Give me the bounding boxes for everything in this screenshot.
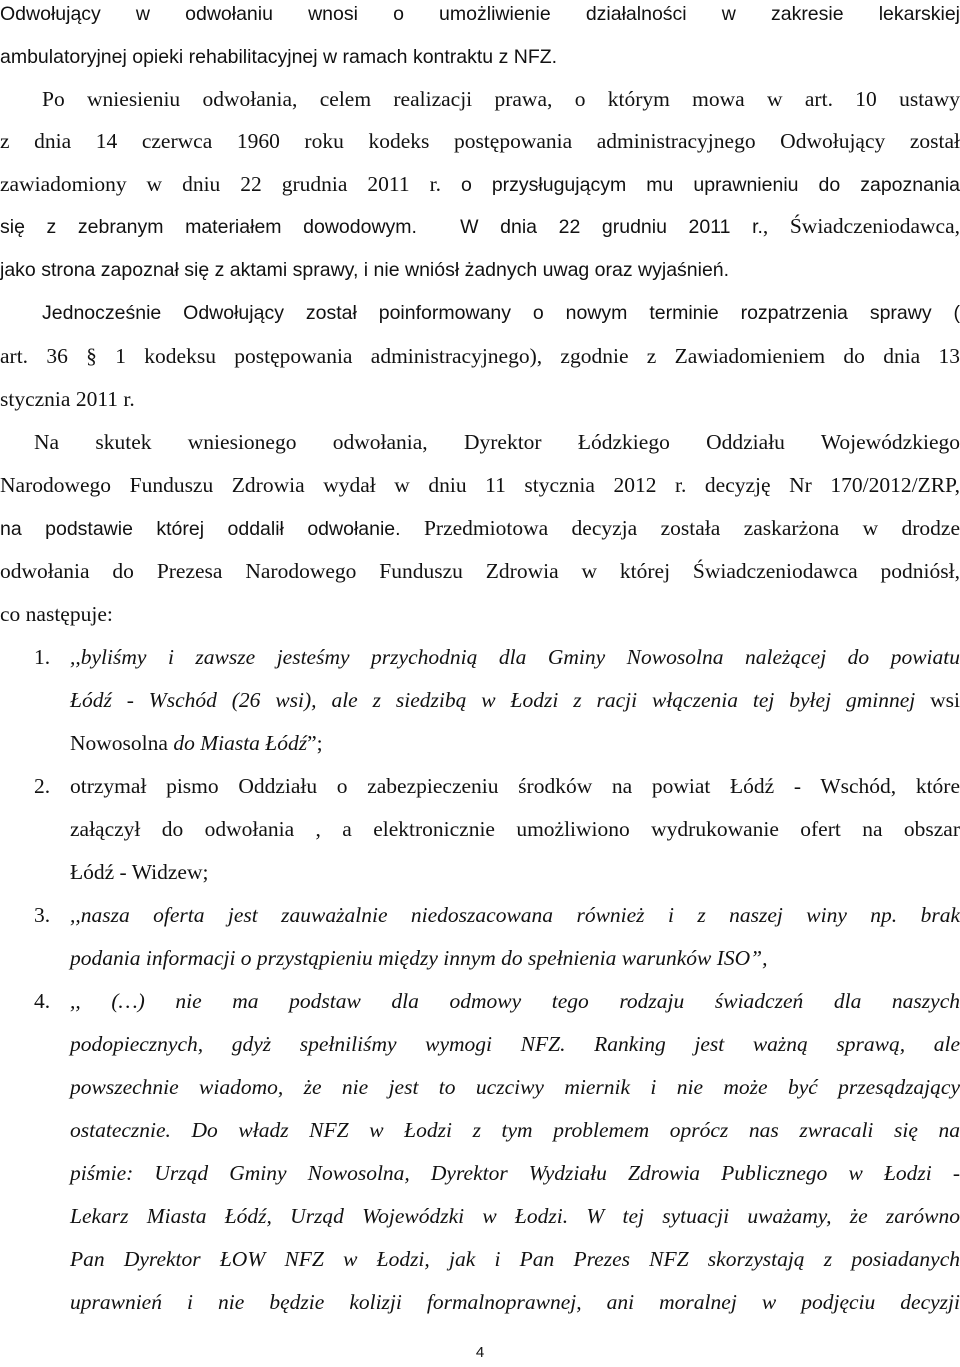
list-item-line: Pan Dyrektor ŁOW NFZ w Łodzi, jak i Pan Prezes NFZ skorzystają z posiadanych [70,1247,960,1271]
text-span: wsi [930,688,960,712]
text-line: jako strona zapoznał się z aktami sprawy, i nie wniósł żadnych uwag oraz wyjaśnień. [0,259,730,281]
text-line [0,212,960,240]
text-line [0,170,960,198]
text-line: odwołania do Prezesa Narodowego Funduszu Zdrowia w której Świadczeniodawca podniósł, [0,559,960,583]
list-item-line: powszechnie wiadomo, że nie jest to uczciwy miernik i nie może być przesądzający [70,1075,960,1099]
list-item-line: otrzymał pismo Oddziału o zabezpieczeniu środków na powiat Łódź - Wschód, które [70,774,960,798]
text-span: o przysługującym mu uprawnieniu do zapoznania [460,174,960,196]
text-span: Nowosolna [70,731,168,755]
list-item-line: piśmie: Urząd Gminy Nowosolna, Dyrektor Wydziału Zdrowia Publicznego w Łodzi - [70,1161,960,1185]
text-line: Po wniesieniu odwołania, celem realizacji prawa, o którym mowa w art. 10 ustawy [42,87,960,111]
text-span: zawiadomiony w dniu 22 grudnia 2011 r. [0,172,441,196]
text-line: Na skutek wniesionego odwołania, Dyrektor Łódzkiego Oddziału Wojewódzkiego [34,430,960,454]
text-span: ”; [307,731,323,755]
text-line: Odwołujący w odwołaniu wnosi o umożliwienie działalności w zakresie lekarskiej [0,3,960,25]
page-number: 4 [475,1344,485,1361]
list-item-line: ,,byliśmy i zawsze jesteśmy przychodnią dla Gminy Nowosolna należącej do powiatu [70,645,960,669]
text-span: do Miasta Łódź [173,731,308,755]
list-number: 1. [34,645,51,669]
list-item-line: ,, (…) nie ma podstaw dla odmowy tego rodzaju świadczeń dla naszych [70,989,960,1013]
text-span: W dnia 22 grudniu 2011 r. [460,216,763,238]
text-span: , Świadczeniodawca, [762,214,960,238]
list-number: 4. [34,989,51,1013]
list-item-line: ,,nasza oferta jest zauważalnie niedoszacowana również i z naszej winy np. brak [70,903,960,927]
list-item-line: ostatecznie. Do władz NFZ w Łodzi z tym problemem oprócz nas zwracali się na [70,1118,960,1142]
list-item-line [70,729,960,757]
text-line: co następuje: [0,602,113,626]
text-line: z dnia 14 czerwca 1960 roku kodeks postępowania administracyjnego Odwołujący został [0,129,960,153]
list-number: 3. [34,903,51,927]
text-line: Jednocześnie Odwołujący został poinformowany o nowym terminie rozpatrzenia sprawy ( [42,302,960,324]
text-line: Narodowego Funduszu Zdrowia wydał w dniu 11 stycznia 2012 r. decyzję Nr 170/2012/ZRP, [0,473,960,497]
list-item-line: Łódź - Widzew; [70,860,209,884]
text-span: Przedmiotowa decyzja została zaskarżona w drodze [423,516,960,540]
text-span: na podstawie której oddalił odwołanie. [0,518,401,540]
text-line: ambulatoryjnej opieki rehabilitacyjnej w ramach kontraktu z NFZ. [0,46,558,68]
list-number: 2. [34,774,51,798]
text-span: art. 36 [0,344,68,368]
list-item-line [70,686,960,714]
list-item-line: podania informacji o przystąpieniu między innym do spełnienia warunków ISO”, [70,946,768,970]
section-sign-icon: § [86,344,97,368]
list-item-line: załączył do odwołania , a elektronicznie umożliwiono wydrukowanie ofert na obszar [70,817,960,841]
text-span: 1 kodeksu postępowania administracyjnego), zgodnie z Zawiadomieniem do dnia 13 [115,344,960,368]
list-item-line: podopiecznych, gdyż spełniliśmy wymogi NFZ. Ranking jest ważną sprawą, ale [70,1032,960,1056]
list-item-line: uprawnień i nie będzie kolizji formalnoprawnej, ani moralnej w podjęciu decyzji [70,1290,960,1314]
text-line [0,514,960,542]
text-line: stycznia 2011 r. [0,387,135,411]
text-line [0,342,960,370]
text-span: się z zebranym materiałem dowodowym. [0,216,417,238]
list-item-line: Lekarz Miasta Łódź, Urząd Wojewódzki w Łodzi. W tej sytuacji uważamy, że zarówno [70,1204,960,1228]
text-span: Łódź - Wschód (26 wsi), ale z siedzibą w Łodzi z racji włączenia tej byłej gminnej [70,688,916,712]
